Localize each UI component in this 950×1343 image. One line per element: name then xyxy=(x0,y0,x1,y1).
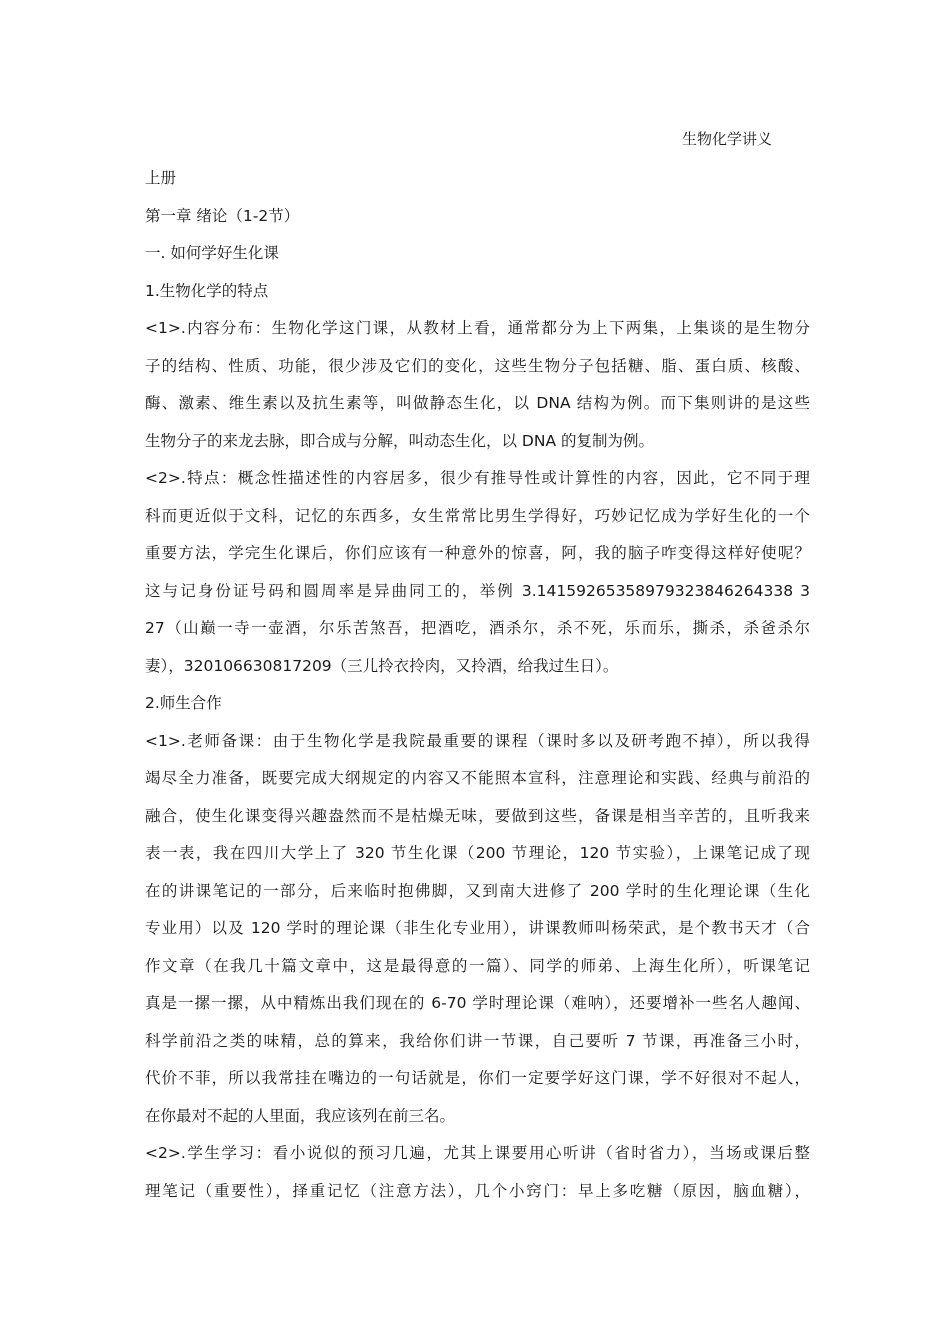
paragraph-line: 理笔记（重要性），择重记忆（注意方法），几个小窍门：早上多吃糖（原因，脑血糖）， xyxy=(145,1181,810,1200)
paragraph-line: 表一表，我在四川大学上了 320 节生化课（200 节理论，120 节实验），上课笔记成了现 xyxy=(145,844,810,862)
chapter-heading: 第一章 绪论（1-2节） xyxy=(145,206,300,225)
paragraph-line: 生物分子的来龙去脉，即合成与分解，叫动态生化，以 DNA 的复制为例。 xyxy=(145,431,654,450)
paragraph-line: <2>.特点：概念性描述性的内容居多，很少有推导性或计算性的内容，因此，它不同于理 xyxy=(145,469,810,487)
paragraph-line: <2>.学生学习：看小说似的预习几遍，尤其上课要用心听讲（省时省力），当场或课后整 xyxy=(145,1144,810,1162)
paragraph-line: 真是一摞一摞，从中精炼出我们现在的 6-70 学时理论课（难呐），还要增补一些名人趣闻、 xyxy=(145,994,810,1012)
paragraph-line: 竭尽全力准备，既要完成大纲规定的内容又不能照本宣科，注意理论和实践、经典与前沿的 xyxy=(145,769,810,787)
paragraph-line: 在的讲课笔记的一部分，后来临时抱佛脚，又到南大进修了 200 学时的生化理论课（生化 xyxy=(145,881,810,900)
paragraph-line: 重要方法，学完生化课后，你们应该有一种意外的惊喜，阿，我的脑子咋变得这样好使呢？ xyxy=(145,544,810,562)
document-title: 生物化学讲义 xyxy=(682,130,773,148)
paragraph-line: 科而更近似于文科，记忆的东西多，女生常常比男生学得好，巧妙记忆成为学好生化的一个 xyxy=(145,506,810,525)
paragraph-line: 27（山巅一寺一壶酒，尔乐苦煞吾，把酒吃，酒杀尔，杀不死，乐而乐，撕杀，杀爸杀尔 xyxy=(145,619,810,637)
subsection-heading: 1.生物化学的特点 xyxy=(145,281,269,300)
paragraph-line: 妻），320106630817209（三儿拎衣拎肉，又拎酒，给我过生日）。 xyxy=(145,656,619,675)
paragraph-line: 代价不菲，所以我常挂在嘴边的一句话就是，你们一定要学好这门课，学不好很对不起人， xyxy=(145,1069,810,1087)
volume-label: 上册 xyxy=(145,169,177,187)
paragraph-line: 这与记身份证号码和圆周率是异曲同工的，举例 3.14159265358979323846264338 3 xyxy=(145,581,810,600)
paragraph-line: <1>.老师备课：由于生物化学是我院最重要的课程（课时多以及研考跑不掉），所以我得 xyxy=(145,731,810,750)
paragraph-line: 专业用）以及 120 学时的理论课（非生化专业用），讲课教师叫杨荣武，是个教书天才（合 xyxy=(145,919,810,937)
paragraph-line: 融合，使生化课变得兴趣盎然而不是枯燥无味，要做到这些，备课是相当辛苦的，且听我来 xyxy=(145,806,810,825)
paragraph-line: 酶、激素、维生素以及抗生素等，叫做静态生化，以 DNA 结构为例。而下集则讲的是这些 xyxy=(145,394,810,412)
paragraph-line: 科学前沿之类的味精，总的算来，我给你们讲一节课，自己要听 7 节课，再准备三小时， xyxy=(145,1031,810,1050)
paragraph-line: <1>.内容分布：生物化学这门课，从教材上看，通常都分为上下两集，上集谈的是生物分 xyxy=(145,319,810,337)
paragraph-line: 作文章（在我几十篇文章中，这是最得意的一篇）、同学的师弟、上海生化所），听课笔记 xyxy=(145,956,810,975)
paragraph-line: 子的结构、性质、功能，很少涉及它们的变化，这些生物分子包括糖、脂、蛋白质、核酸、 xyxy=(145,356,810,375)
subsection-heading: 2.师生合作 xyxy=(145,694,222,712)
section-heading: 一. 如何学好生化课 xyxy=(145,244,279,262)
document-body xyxy=(145,160,810,1210)
paragraph-line: 在你最对不起的人里面，我应该列在前三名。 xyxy=(145,1106,456,1125)
